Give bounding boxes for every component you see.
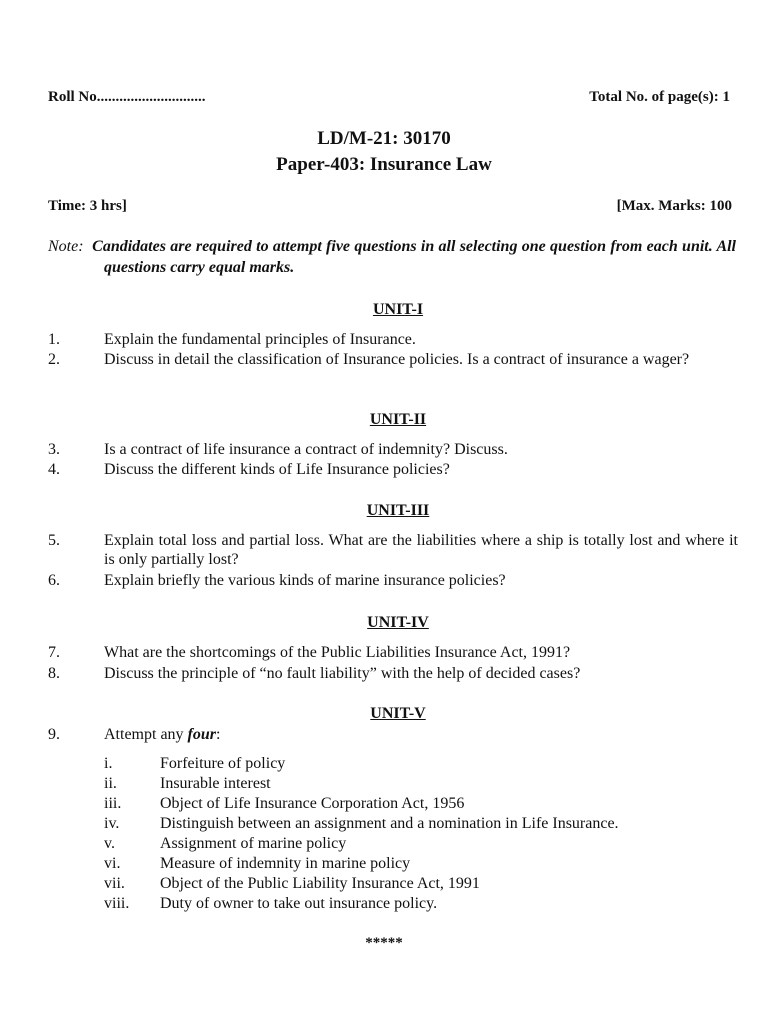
question-text-emphasis: four xyxy=(187,726,216,743)
sub-item-number: iv. xyxy=(104,815,120,832)
question-text: Discuss the different kinds of Life Insurance policies? xyxy=(104,461,450,478)
instructions-note xyxy=(48,236,736,278)
question-item xyxy=(48,531,738,569)
question-number: 7. xyxy=(48,644,60,661)
sub-item-text: Duty of owner to take out insurance policy. xyxy=(160,895,438,912)
sub-item xyxy=(104,794,744,814)
question-number: 9. xyxy=(48,726,60,743)
note-label: Note: xyxy=(48,238,84,255)
unit-heading: UNIT-III xyxy=(366,502,430,519)
sub-item xyxy=(104,874,744,894)
paper-title: Paper-403: Insurance Law xyxy=(276,154,492,175)
sub-item xyxy=(104,834,744,854)
question-text: Explain total loss and partial loss. What are the liabilities where a ship is totally lost and where it is only partially lost? xyxy=(104,532,738,568)
question-item xyxy=(48,725,738,744)
question-number: 8. xyxy=(48,665,60,682)
question-number: 4. xyxy=(48,461,60,478)
unit-heading: UNIT-V xyxy=(370,705,426,722)
sub-item-text: Object of the Public Liability Insurance Act, 1991 xyxy=(160,875,480,892)
question-number: 1. xyxy=(48,331,60,348)
sub-item xyxy=(104,894,744,914)
sub-item-text: Measure of indemnity in marine policy xyxy=(160,855,411,872)
exam-time: Time: 3 hrs] xyxy=(48,198,127,214)
sub-item xyxy=(104,754,744,774)
question-item xyxy=(48,330,738,349)
question-text: Explain the fundamental principles of Insurance. xyxy=(104,331,416,348)
sub-item-text: Object of Life Insurance Corporation Act, 1956 xyxy=(160,795,465,812)
question-number: 6. xyxy=(48,572,60,589)
sub-item-number: viii. xyxy=(104,895,130,912)
question-item xyxy=(48,440,738,459)
end-marker: ***** xyxy=(365,935,403,951)
unit-heading: UNIT-II xyxy=(369,411,427,428)
question-text: Discuss the principle of “no fault liability” with the help of decided cases? xyxy=(104,665,581,682)
sub-item xyxy=(104,814,744,834)
question-item xyxy=(48,350,738,369)
unit-heading: UNIT-I xyxy=(372,301,424,318)
sub-item xyxy=(104,774,744,794)
sub-item xyxy=(104,854,744,874)
sub-item-number: ii. xyxy=(104,775,117,792)
question-item xyxy=(48,460,738,479)
sub-item-text: Distinguish between an assignment and a nomination in Life Insurance. xyxy=(160,815,619,832)
unit-heading: UNIT-IV xyxy=(367,614,429,631)
roll-number-field: Roll No............................. xyxy=(48,89,206,105)
question-item xyxy=(48,643,738,662)
paper-code: LD/M-21: 30170 xyxy=(317,128,451,149)
question-item xyxy=(48,664,738,683)
sub-item-text: Forfeiture of policy xyxy=(160,755,286,772)
question-item xyxy=(48,571,738,590)
question-number: 3. xyxy=(48,441,60,458)
question-text: What are the shortcomings of the Public Liabilities Insurance Act, 1991? xyxy=(104,644,571,661)
total-pages: Total No. of page(s): 1 xyxy=(589,89,730,105)
question-number: 5. xyxy=(48,532,60,549)
note-text: Candidates are required to attempt five questions in all selecting one question from each unit. All questions carry equal marks. xyxy=(92,238,737,276)
sub-item-number: vi. xyxy=(104,855,121,872)
sub-item-number: iii. xyxy=(104,795,122,812)
question-text: Is a contract of life insurance a contract of indemnity? Discuss. xyxy=(104,441,508,458)
question-text: Explain briefly the various kinds of marine insurance policies? xyxy=(104,572,506,589)
max-marks: [Max. Marks: 100 xyxy=(616,198,732,214)
sub-item-text: Insurable interest xyxy=(160,775,271,792)
question-text-prefix: Attempt any xyxy=(104,726,188,743)
sub-item-number: i. xyxy=(104,755,113,772)
sub-item-text: Assignment of marine policy xyxy=(160,835,347,852)
sub-item-number: v. xyxy=(104,835,115,852)
question-text xyxy=(104,725,738,744)
sub-item-number: vii. xyxy=(104,875,125,892)
question-text: Discuss in detail the classification of Insurance policies. Is a contract of insurance a wager? xyxy=(104,351,690,368)
question-number: 2. xyxy=(48,351,60,368)
question-text-suffix: : xyxy=(216,726,221,743)
